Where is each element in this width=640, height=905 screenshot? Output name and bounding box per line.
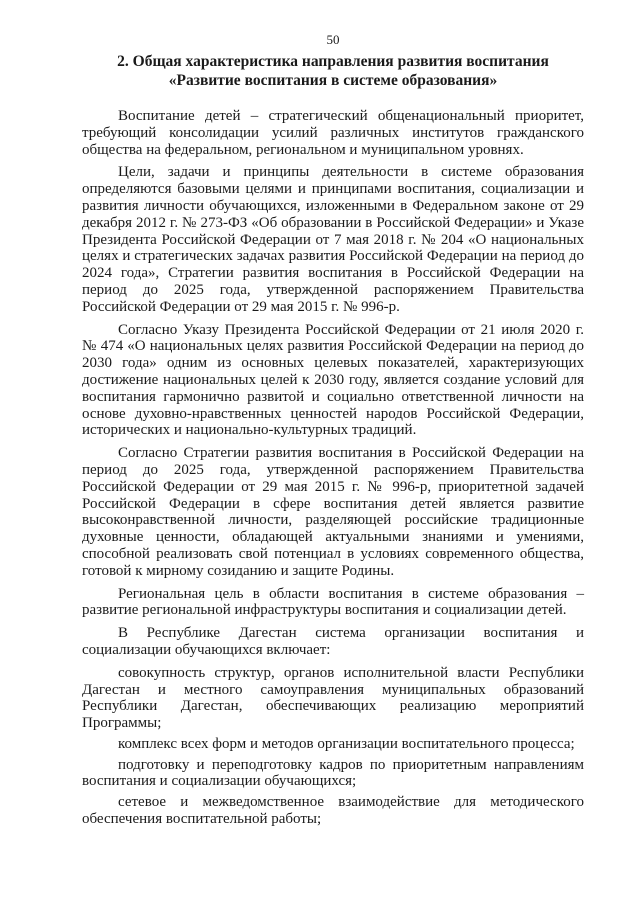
paragraph-development-strategy: Согласно Стратегии развития воспитания в Российской Федерации на период до 2025 года, утвержденной распоряжением Правительства Российской Федерации от 29 мая 2015 г. № 996-р, приоритетной задачей Российской Федерации в сфере воспитания детей является развитие высоконравственной личности, разделяющей российские традиционные духовные ценности, обладающей актуальными знаниями и умениями, способной реализовать свой потенциал в условиях современного общества, готовой к мирному созиданию и защите Родины.	[82, 445, 584, 579]
paragraph-strategic-priority: Воспитание детей – стратегический общенациональный приоритет, требующий консолидации усилий различных институтов гражданского общества на федеральном, региональном и муниципальном уровнях.	[82, 108, 584, 158]
list-item: комплекс всех форм и методов организации воспитательного процесса;	[118, 735, 575, 752]
section-title-line-1: 2. Общая характеристика направления развития воспитания	[117, 53, 549, 70]
paragraph-goals-and-principles: Цели, задачи и принципы деятельности в системе образования определяются базовыми целями и принципами воспитания, социализации и развития личности обучающихся, изложенными в Федеральном законе от 29 декабря 2012 г. № 273-ФЗ «Об образовании в Российской Федерации» и Указе Президента Российской Федерации от 7 мая 2018 г. № 204 «О национальных целях и стратегических задачах развития Российской Федерации на период до 2024 года», Стратегии развития воспитания в Российской Федерации на период до 2025 года, утвержденной распоряжением Правительства Российской Федерации от 29 мая 2015 г. № 996-р.	[82, 164, 584, 315]
section-title	[82, 52, 584, 90]
paragraph-system-includes: В Республике Дагестан система организации воспитания и социализации обучающихся включает:	[82, 625, 584, 658]
section-title-line-2: «Развитие воспитания в системе образования»	[168, 72, 498, 89]
list-item: подготовку и переподготовку кадров по приоритетным направлениям воспитания и социализации обучающихся;	[82, 756, 584, 790]
list-item: совокупность структур, органов исполнительной власти Республики Дагестан и местного самоуправления муниципальных образований Республики Дагестан, обеспечивающих реализацию мероприятий Программы;	[82, 664, 584, 732]
page-number: 50	[326, 32, 340, 47]
paragraph-regional-goal: Региональная цель в области воспитания в системе образования – развитие региональной инфраструктуры воспитания и социализации детей.	[82, 585, 584, 619]
list-item: сетевое и межведомственное взаимодействие для методического обеспечения воспитательной работы;	[82, 794, 584, 828]
paragraph-presidential-decree: Согласно Указу Президента Российской Федерации от 21 июля 2020 г. № 474 «О национальных целях развития Российской Федерации на период до 2030 года» одним из основных целевых показателей, характеризующих достижение национальных целей к 2030 году, является создание условий для воспитания гармонично развитой и социально ответственной личности на основе духовно-нравственных ценностей народов Российской Федерации, исторических и национально-культурных традиций.	[82, 321, 584, 439]
